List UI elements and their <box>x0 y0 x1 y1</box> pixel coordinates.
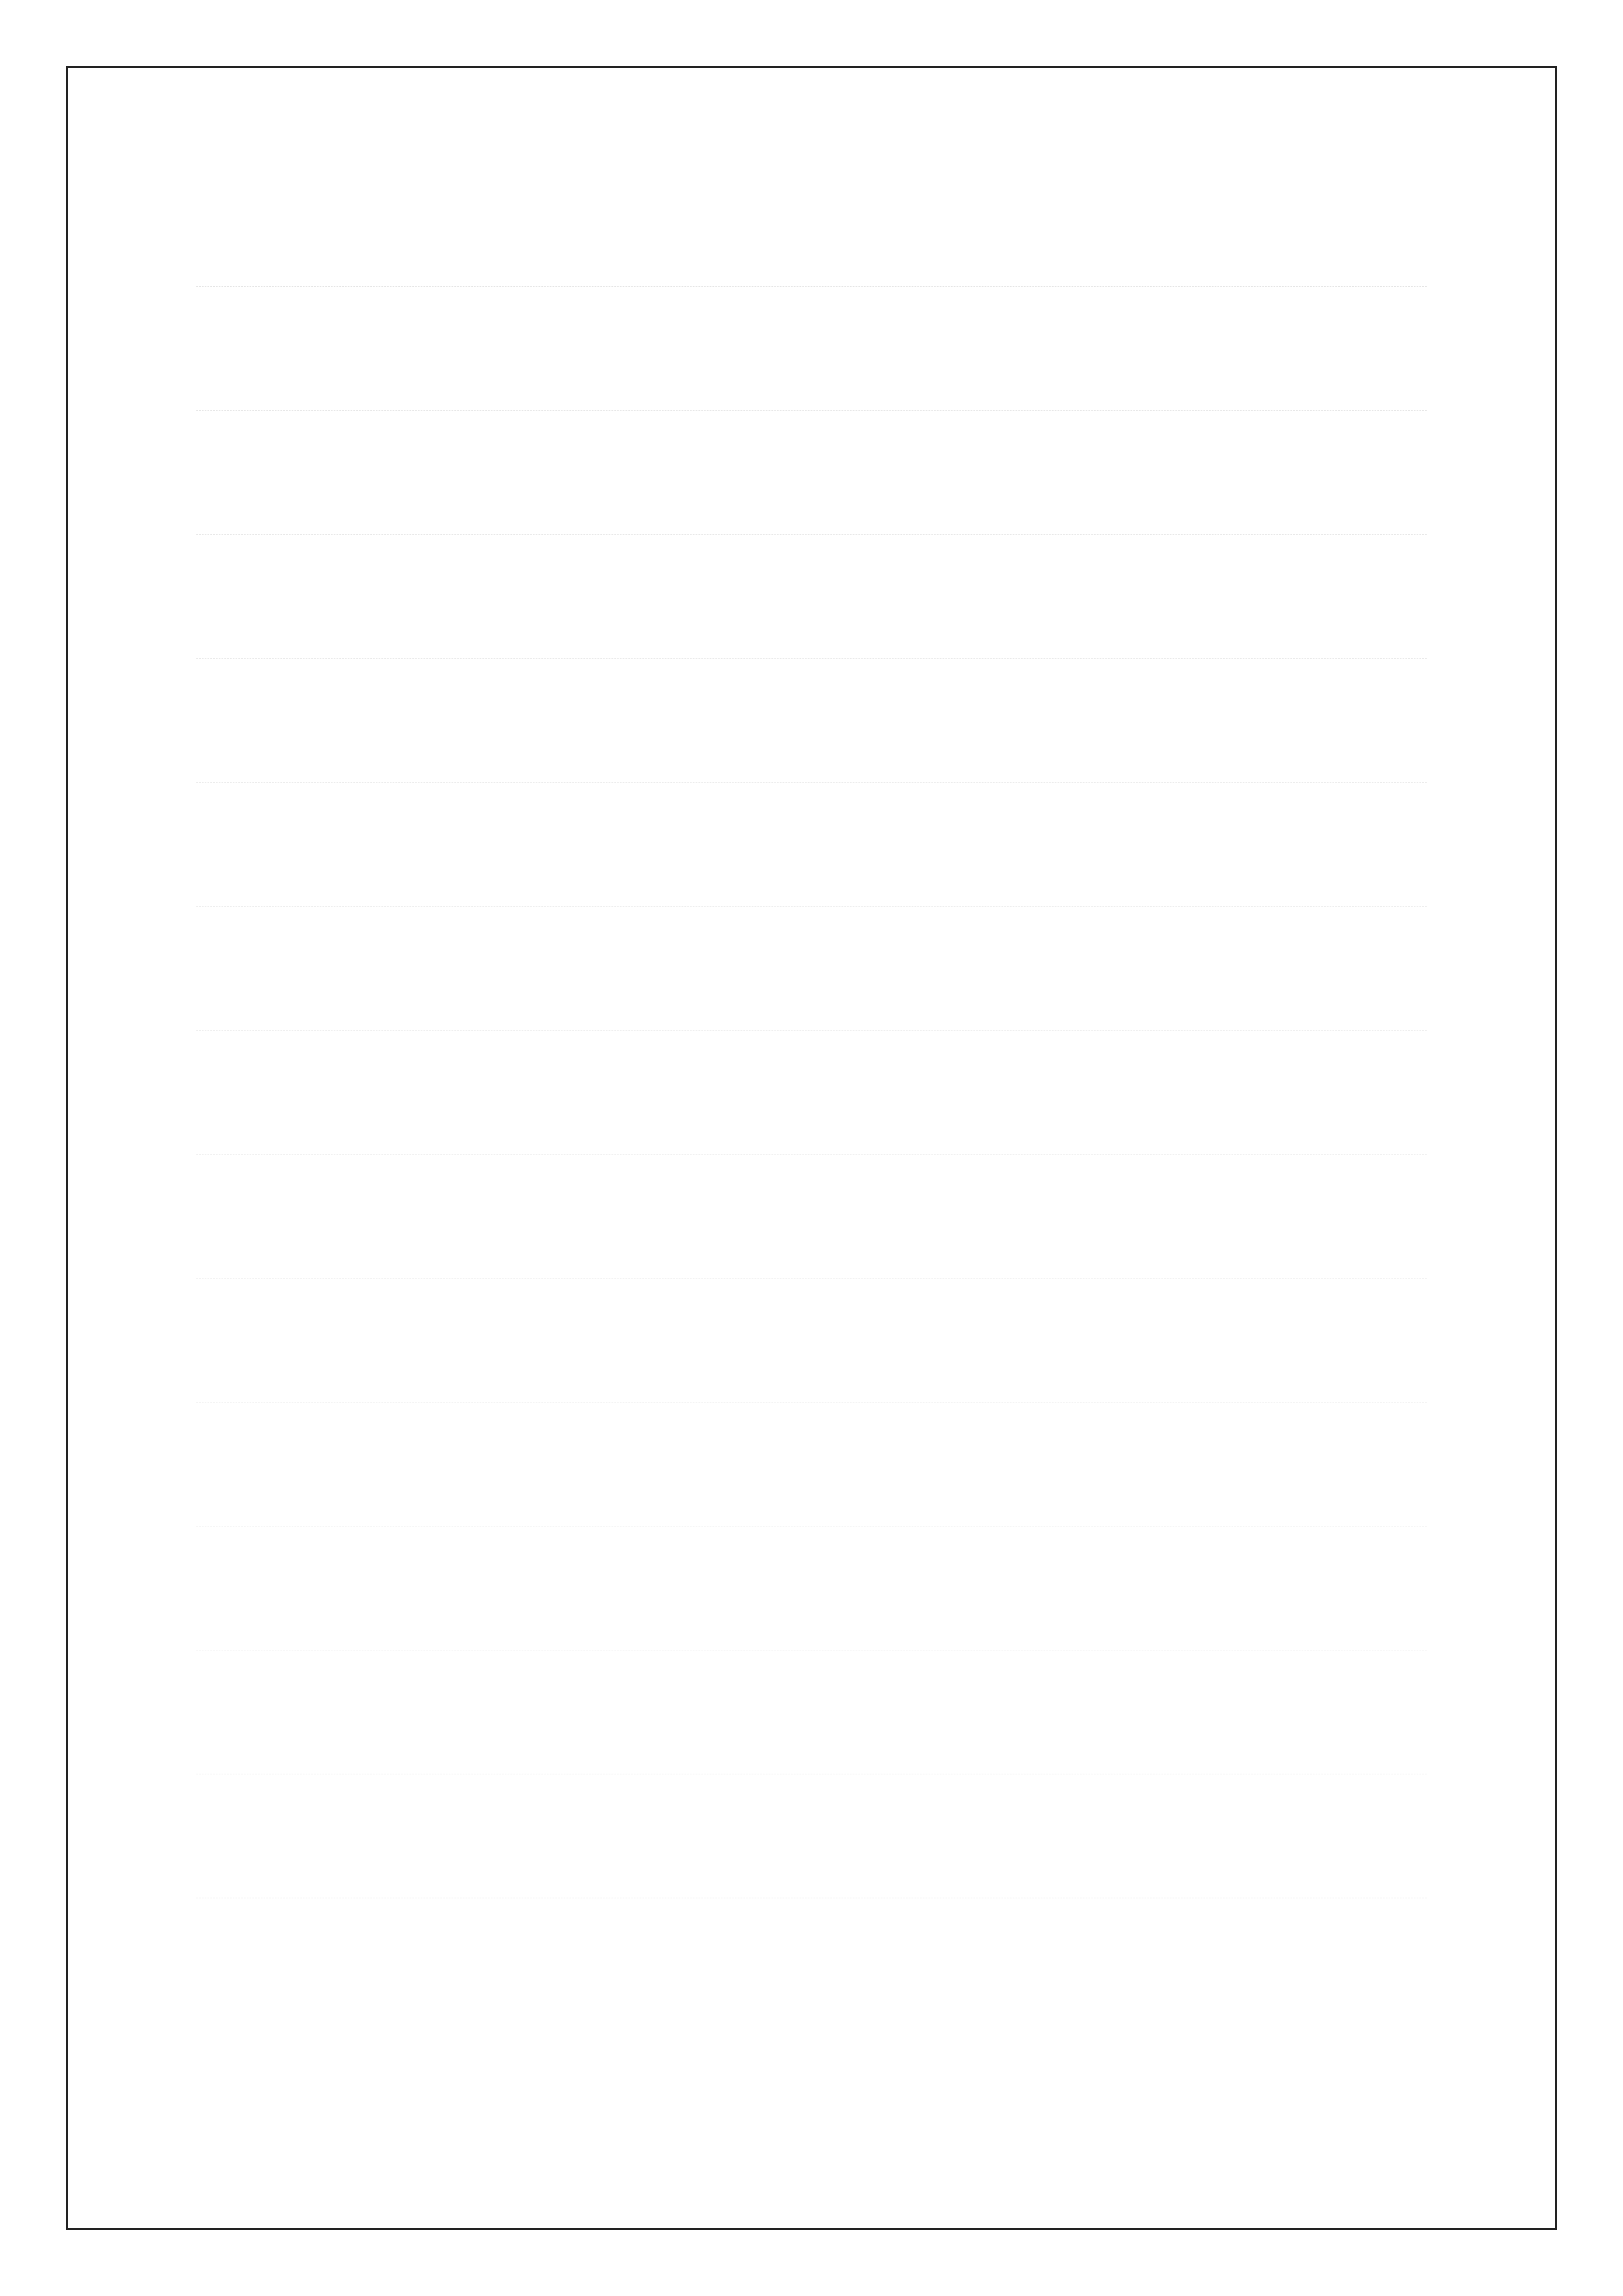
paragraph <box>196 551 1427 659</box>
paragraph <box>196 303 1427 411</box>
paragraph <box>196 1791 1427 1898</box>
paragraph <box>196 1667 1427 1774</box>
paragraph <box>196 923 1427 1030</box>
paragraph <box>196 799 1427 907</box>
paragraph <box>196 1419 1427 1526</box>
paragraph <box>196 675 1427 783</box>
paragraph <box>196 1171 1427 1278</box>
paragraph <box>196 1295 1427 1402</box>
paragraph <box>196 1047 1427 1154</box>
paragraph <box>196 427 1427 535</box>
document-body <box>196 180 1427 1915</box>
paragraph <box>196 180 1427 287</box>
paragraph <box>196 1543 1427 1650</box>
